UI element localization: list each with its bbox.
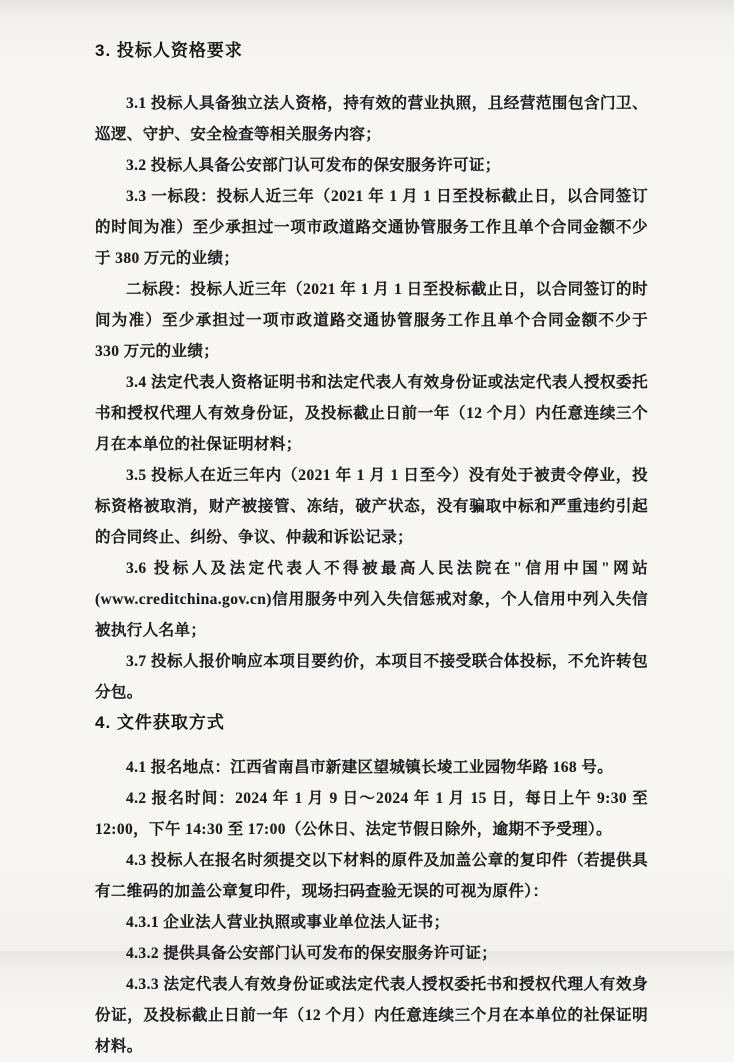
paragraph-3-6: 3.6 投标人及法定代表人不得被最高人民法院在"信用中国"网站(www.creditchina.gov.cn)信用服务中列入失信惩戒对象，个人信用中列入失信被执行人名单； xyxy=(95,560,648,639)
section-bidder-qualifications xyxy=(95,40,648,708)
paragraph-4-2: 4.2 报名时间：2024 年 1 月 9 日～2024 年 1 月 15 日，每日上午 9:30 至 12:00，下午 14:30 至 17:00（公休日、法定节假日除外，逾期不予受理）。 xyxy=(95,790,648,838)
section-heading-4: 4. 文件获取方式 xyxy=(95,713,225,732)
section-document-acquisition xyxy=(95,712,648,1062)
paragraph-3-7: 3.7 投标人报价响应本项目要约价，本项目不接受联合体投标，不允许转包分包。 xyxy=(95,653,648,701)
paragraph-4-3-2: 4.3.2 提供具备公安部门认可发布的保安服务许可证； xyxy=(126,945,498,962)
paragraph-3-2: 3.2 投标人具备公安部门认可发布的保安服务许可证； xyxy=(126,157,501,174)
paragraph-3-5: 3.5 投标人在近三年内（2021 年 1 月 1 日至今）没有处于被责令停业，投标资格被取消，财产被接管、冻结，破产状态，没有骗取中标和严重违约引起的合同终止、纠纷、争议、仲裁和诉讼记录； xyxy=(95,467,648,546)
paragraph-3-3: 3.3 一标段：投标人近三年（2021 年 1 月 1 日至投标截止日，以合同签订的时间为准）至少承担过一项市政道路交通协管服务工作且单个合同金额不少于 380 万元的业绩； xyxy=(95,188,648,267)
paragraph-4-3-3: 4.3.3 法定代表人有效身份证或法定代表人授权委托书和授权代理人有效身份证，及投标截止日前一年（12 个月）内任意连续三个月在本单位的社保证明材料。 xyxy=(95,976,648,1055)
paragraph-3-1: 3.1 投标人具备独立法人资格，持有效的营业执照，且经营范围包含门卫、巡逻、守护、安全检查等相关服务内容； xyxy=(95,95,648,143)
paragraph-4-1: 4.1 报名地点：江西省南昌市新建区望城镇长堎工业园物华路 168 号。 xyxy=(126,759,614,776)
paragraph-4-3: 4.3 投标人在报名时须提交以下材料的原件及加盖公章的复印件（若提供具有二维码的加盖公章复印件，现场扫码查验无误的可视为原件）： xyxy=(95,852,648,900)
section-heading-3: 3. 投标人资格要求 xyxy=(95,41,243,60)
paragraph-3-3-lot2: 二标段：投标人近三年（2021 年 1 月 1 日至投标截止日，以合同签订的时间为准）至少承担过一项市政道路交通协管服务工作且单个合同金额不少于 330 万元的业绩； xyxy=(95,281,648,360)
paragraph-3-4: 3.4 法定代表人资格证明书和法定代表人有效身份证或法定代表人授权委托书和授权代理人有效身份证，及投标截止日前一年（12 个月）内任意连续三个月在本单位的社保证明材料； xyxy=(95,374,648,453)
paragraph-4-3-1: 4.3.1 企业法人营业执照或事业单位法人证书； xyxy=(126,914,450,931)
